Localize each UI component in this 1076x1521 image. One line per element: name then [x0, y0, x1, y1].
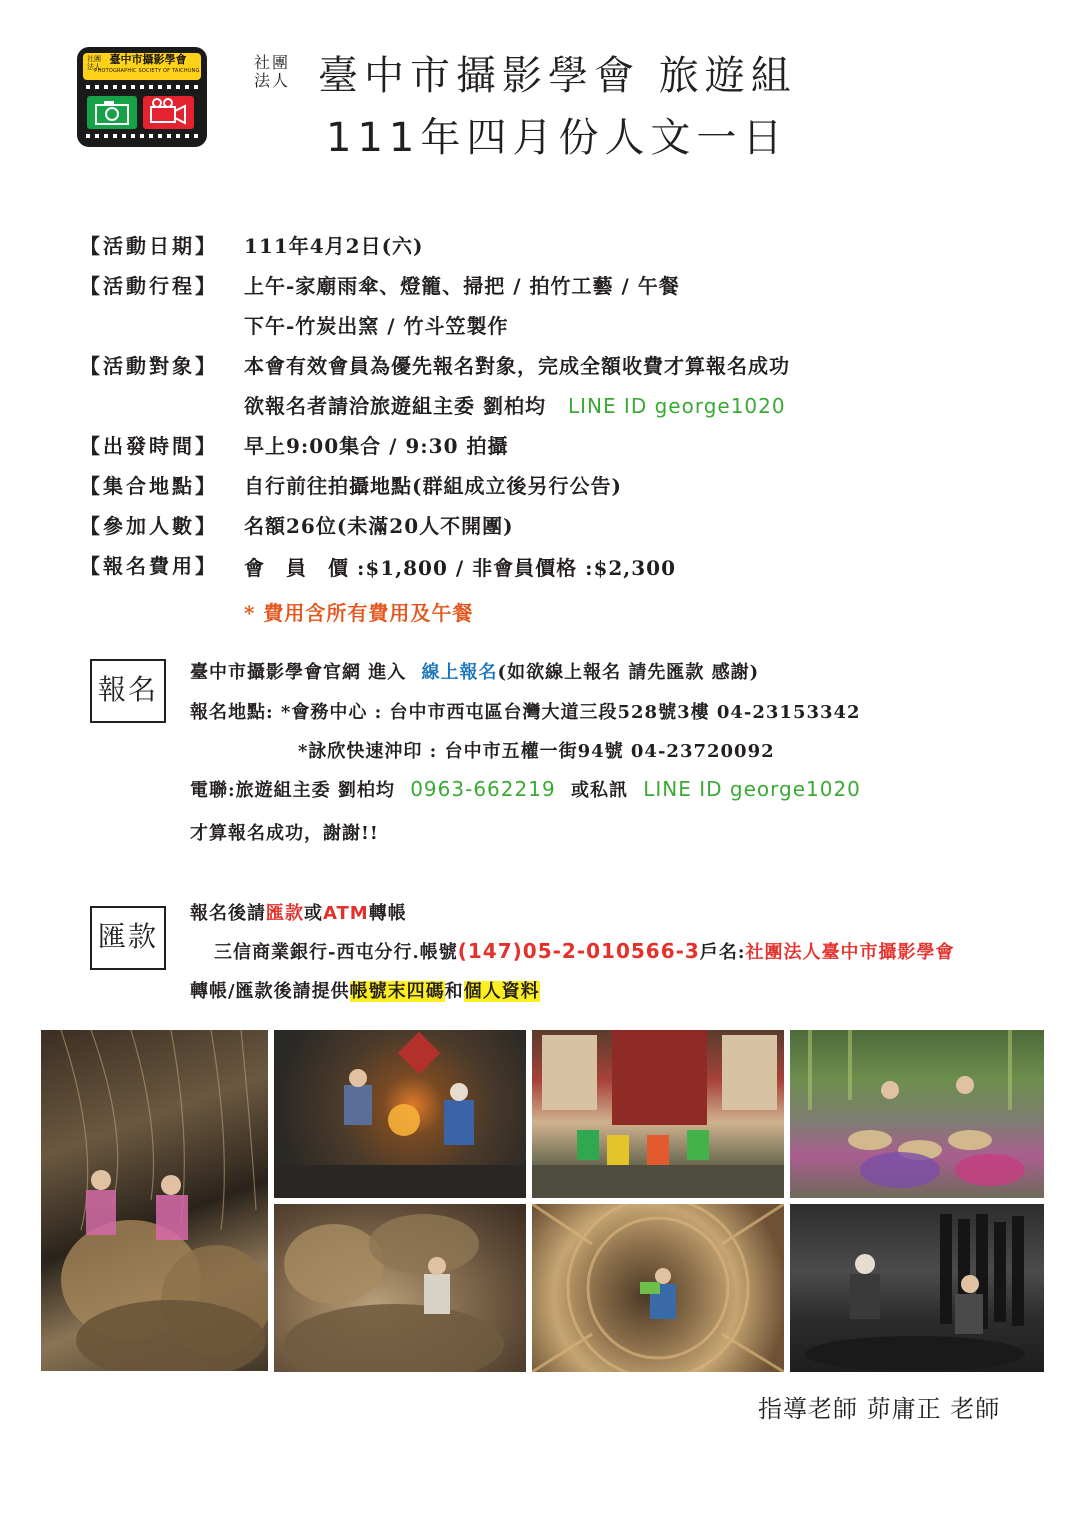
signup-box-label: 報名: [90, 659, 166, 723]
highlight-last-four: 帳號末四碼: [349, 981, 445, 1002]
photo-charcoal-kiln: [790, 1204, 1044, 1372]
photo-bamboo-charcoal: [274, 1030, 526, 1198]
value-departure: 早上9:00集合 / 9:30 拍攝: [244, 434, 509, 458]
label-meeting-place: 【集合地點】: [80, 474, 218, 498]
logo-name: 臺中市攝影學會: [109, 53, 187, 66]
label-itinerary: 【活動行程】: [80, 274, 218, 298]
signup-line1: [190, 658, 759, 684]
photo-sieve-making: [274, 1204, 526, 1372]
remit-line3: [190, 977, 540, 1003]
remit-text-c: 轉帳: [368, 903, 407, 924]
value-target: 本會有效會員為優先報名對象，完成全額收費才算報名成功: [244, 354, 790, 378]
bank-name: 三信商業銀行-西屯分行.帳號: [214, 942, 458, 963]
signup-remit-hint: (如欲線上報名 請先匯款 感謝): [497, 662, 760, 683]
contact-text: 欲報名者請洽旅遊組主委 劉柏均: [244, 394, 546, 418]
video-camera-icon: [143, 96, 194, 129]
highlight-personal-info: 個人資料: [463, 981, 540, 1002]
signup-contact-text: 電聯:旅遊組主委 劉柏均: [190, 780, 395, 801]
page-subtitle: 111年四月份人文一日: [326, 115, 789, 161]
value-itinerary-am: 上午-家廟雨傘、燈籠、掃把 / 拍竹工藝 / 午餐: [244, 274, 680, 298]
signup-phone: 0963-662219: [410, 777, 556, 801]
contact-line-id: LINE ID george1020: [567, 394, 786, 418]
remit-line2: [214, 938, 955, 964]
value-capacity: 名額26位(未滿20人不開團): [244, 514, 514, 538]
signup-line-id: LINE ID george1020: [643, 777, 861, 801]
page-title: 臺中市攝影學會 旅遊組: [318, 53, 797, 99]
signup-or-text: 或私訊: [570, 780, 628, 801]
account-holder-label: 戶名:: [699, 942, 746, 963]
remit-text-a: 報名後請: [190, 903, 266, 924]
photo-basket-weaving: [41, 1030, 268, 1371]
remit-text-b: 或: [304, 903, 323, 924]
label-date: 【活動日期】: [80, 234, 218, 258]
signup-website-text: 臺中市攝影學會官網 進入: [190, 662, 407, 683]
society-logo: [77, 47, 207, 147]
camera-icon: [87, 96, 137, 129]
value-itinerary-pm: 下午-竹炭出窯 / 竹斗笠製作: [244, 314, 509, 338]
film-holes-bottom: [83, 133, 201, 139]
remit-and-text: 和: [444, 981, 464, 1002]
label-fee: 【報名費用】: [80, 554, 218, 578]
remit-red-2: ATM: [323, 903, 369, 924]
label-departure: 【出發時間】: [80, 434, 218, 458]
value-date: 111年4月2日(六): [244, 234, 424, 258]
account-holder-name: 社團法人臺中市攝影學會: [745, 942, 955, 963]
logo-english: PHOTOGRAPHIC SOCIETY OF TAICHUNG: [94, 68, 200, 74]
remit-box-label: 匯款: [90, 906, 166, 970]
title-prefix: 社團法人: [254, 53, 291, 90]
remit-info-text: 轉帳/匯款後請提供: [190, 981, 350, 1002]
value-contact: [244, 390, 786, 419]
film-holes-top: [83, 84, 201, 90]
remit-line1: [190, 899, 407, 925]
label-target: 【活動對象】: [80, 354, 218, 378]
photo-temple-brooms: [532, 1030, 784, 1198]
logo-banner: [83, 53, 201, 80]
signup-location-2: *詠欣快速沖印 : 台中市五權一街94號 04-23720092: [298, 741, 775, 762]
logo-small-text: 社團法人: [87, 55, 101, 71]
photo-bamboo-frame: [532, 1204, 784, 1372]
remit-red-1: 匯款: [266, 903, 304, 924]
signup-location-1: 報名地點: *會務中心 : 台中市西屯區台灣大道三段528號3樓 04-23153342: [190, 702, 861, 723]
bank-account-number: (147)05-2-010566-3: [457, 939, 700, 963]
value-fee: 會 員 價 :$1,800 / 非會員價格 :$2,300: [244, 556, 677, 580]
fee-note: * 費用含所有費用及午餐: [244, 601, 474, 625]
online-signup-link[interactable]: 線上報名: [421, 662, 498, 683]
value-meeting-place: 自行前往拍攝地點(群組成立後另行公告): [244, 474, 622, 498]
photo-bamboo-hats: [790, 1030, 1044, 1198]
label-capacity: 【參加人數】: [80, 514, 218, 538]
signup-contact: [190, 776, 861, 802]
instructor-credit: 指導老師 茆庸正 老師: [758, 1395, 1001, 1423]
signup-thanks: 才算報名成功，謝謝!!: [190, 823, 379, 844]
